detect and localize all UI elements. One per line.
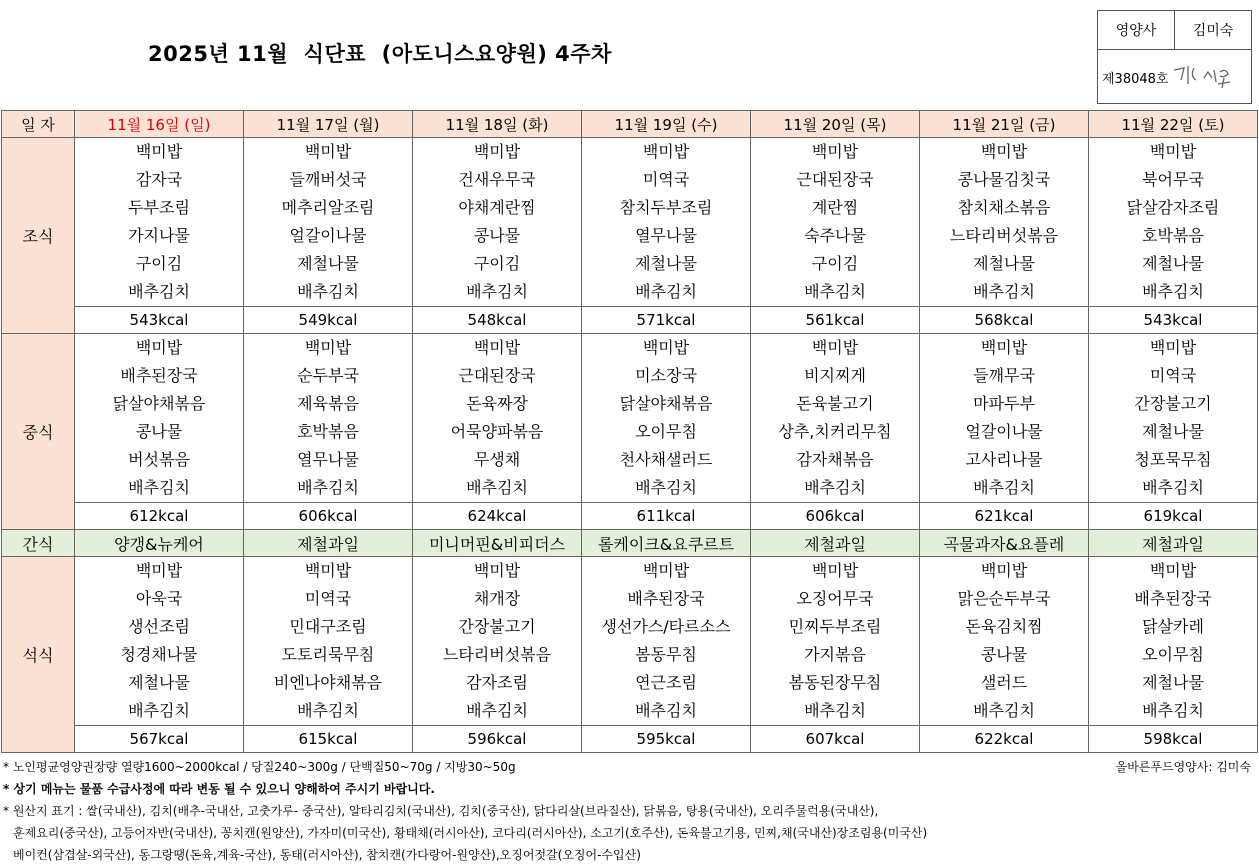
signature-box (1097, 10, 1252, 104)
notes (3, 756, 1255, 866)
menu-item: 돈육김치찜 (965, 617, 1043, 636)
breakfast-menu-cell (75, 138, 244, 307)
lunch-menu-cell (1089, 334, 1258, 503)
menu-item: 백미밥 (811, 338, 859, 357)
menu-item: 계란찜 (811, 198, 859, 217)
menu-item: 아욱국 (135, 589, 183, 608)
kcal-value: 598kcal (1089, 726, 1258, 753)
lunch-menu-cell (244, 334, 413, 503)
menu-item: 비엔나야채볶음 (273, 673, 383, 692)
menu-item: 백미밥 (1149, 561, 1197, 580)
menu-item: 제철나물 (297, 254, 359, 273)
menu-item: 백미밥 (1149, 142, 1197, 161)
kcal-value: 622kcal (920, 726, 1089, 753)
menu-item: 백미밥 (304, 338, 352, 357)
license-number: 제38048호 (1102, 71, 1169, 87)
menu-item: 도토리묵무침 (281, 645, 375, 664)
menu-item: 제철나물 (1142, 254, 1204, 273)
meal-label-snack: 간식 (2, 530, 75, 557)
lunch-menu-cell (582, 334, 751, 503)
menu-item: 배추김치 (973, 478, 1035, 497)
menu-item: 배추된장국 (120, 366, 198, 385)
menu-item: 숙주나물 (804, 226, 866, 245)
menu-item: 백미밥 (135, 561, 183, 580)
menu-item: 호박볶음 (297, 422, 359, 441)
snack-item: 양갱&뉴케어 (75, 530, 244, 557)
breakfast-menu-cell (920, 138, 1089, 307)
menu-item: 구이김 (811, 254, 859, 273)
menu-item: 순두부국 (297, 366, 359, 385)
menu-item: 제철나물 (973, 254, 1035, 273)
menu-item: 연근조림 (635, 673, 697, 692)
menu-item: 제철나물 (635, 254, 697, 273)
menu-item: 백미밥 (1149, 338, 1197, 357)
menu-item: 배추김치 (804, 282, 866, 301)
menu-item: 배추김치 (1142, 701, 1204, 720)
kcal-value: 621kcal (920, 503, 1089, 530)
kcal-value: 567kcal (75, 726, 244, 753)
menu-item: 생선조림 (128, 617, 190, 636)
menu-item: 닭살카레 (1142, 617, 1204, 636)
menu-item: 참치두부조림 (619, 198, 713, 217)
menu-item: 북어무국 (1142, 170, 1204, 189)
menu-item: 미역국 (642, 170, 690, 189)
kcal-value: 606kcal (244, 503, 413, 530)
day-header: 11월 21일 (금) (920, 111, 1089, 138)
menu-item: 배추김치 (635, 478, 697, 497)
menu-item: 미역국 (304, 589, 352, 608)
menu-item: 배추김치 (804, 701, 866, 720)
kcal-value: 619kcal (1089, 503, 1258, 530)
handwritten-signature (1170, 60, 1236, 94)
menu-item: 민찌두부조림 (788, 617, 882, 636)
kcal-value: 543kcal (1089, 307, 1258, 334)
menu-item: 배추김치 (297, 478, 359, 497)
menu-item: 닭살감자조림 (1126, 198, 1220, 217)
meal-label-dinner: 석식 (2, 557, 75, 753)
dinner-menu-row (2, 557, 1258, 726)
menu-item: 콩나물 (980, 645, 1028, 664)
kcal-value: 549kcal (244, 307, 413, 334)
day-header: 11월 16일 (일) (75, 111, 244, 138)
snack-item: 제철과일 (1089, 530, 1258, 557)
menu-item: 고사리나물 (965, 450, 1043, 469)
menu-item: 들깨버섯국 (289, 170, 367, 189)
menu-item: 오이무침 (1142, 645, 1204, 664)
breakfast-menu-cell (582, 138, 751, 307)
menu-item: 구이김 (135, 254, 183, 273)
dietitian-credit: 올바른푸드영양사: 김미숙 (1115, 760, 1251, 774)
menu-item: 백미밥 (980, 142, 1028, 161)
menu-item: 감자채볶음 (796, 450, 874, 469)
menu-item: 채개장 (473, 589, 521, 608)
menu-item: 백미밥 (642, 142, 690, 161)
menu-item: 제육볶음 (297, 394, 359, 413)
menu-item: 근대된장국 (458, 366, 536, 385)
menu-item: 미소장국 (635, 366, 697, 385)
menu-item: 감자국 (135, 170, 183, 189)
lunch-menu-cell (75, 334, 244, 503)
menu-item: 백미밥 (642, 561, 690, 580)
menu-item: 가지나물 (128, 226, 190, 245)
menu-item: 상추,치커리무침 (778, 422, 892, 441)
menu-item: 감자조림 (466, 673, 528, 692)
kcal-value: 607kcal (751, 726, 920, 753)
menu-item: 열무나물 (297, 450, 359, 469)
menu-item: 청포묵무침 (1134, 450, 1212, 469)
breakfast-menu-cell (751, 138, 920, 307)
lunch-menu-row (2, 334, 1258, 503)
menu-item: 백미밥 (473, 338, 521, 357)
menu-item: 제철나물 (1142, 422, 1204, 441)
menu-item: 무생채 (473, 450, 521, 469)
menu-item: 들깨무국 (973, 366, 1035, 385)
menu-item: 메추리알조림 (281, 198, 375, 217)
menu-item: 구이김 (473, 254, 521, 273)
menu-item: 배추김치 (804, 478, 866, 497)
menu-item: 근대된장국 (796, 170, 874, 189)
breakfast-menu-row (2, 138, 1258, 307)
menu-item: 천사채샐러드 (619, 450, 713, 469)
day-header: 11월 20일 (목) (751, 111, 920, 138)
menu-item: 두부조림 (128, 198, 190, 217)
menu-item: 간장불고기 (458, 617, 536, 636)
menu-item: 얼갈이나물 (965, 422, 1043, 441)
menu-item: 배추김치 (128, 701, 190, 720)
menu-item: 배추된장국 (1134, 589, 1212, 608)
snack-item: 롤케이크&요쿠르트 (582, 530, 751, 557)
menu-item: 배추김치 (128, 478, 190, 497)
menu-item: 미역국 (1149, 366, 1197, 385)
page-title: 2025년 11월 식단표 (아도니스요양원) 4주차 (148, 42, 612, 66)
lunch-kcal-row (2, 503, 1258, 530)
menu-item: 건새우무국 (458, 170, 536, 189)
lunch-menu-cell (413, 334, 582, 503)
meal-label-breakfast: 조식 (2, 138, 75, 334)
menu-item: 콩나물 (135, 422, 183, 441)
menu-item: 생선가스/타르소스 (601, 617, 731, 636)
snack-item: 제철과일 (244, 530, 413, 557)
snack-item: 곡물과자&요플레 (920, 530, 1089, 557)
menu-item: 닭살야채볶음 (112, 394, 206, 413)
menu-item: 백미밥 (135, 142, 183, 161)
menu-item: 느타리버섯볶음 (949, 226, 1059, 245)
menu-item: 돈육불고기 (796, 394, 874, 413)
menu-item: 닭살야채볶음 (619, 394, 713, 413)
menu-item: 느타리버섯볶음 (442, 645, 552, 664)
kcal-value: 595kcal (582, 726, 751, 753)
date-header-label: 일 자 (2, 111, 75, 138)
kcal-value: 612kcal (75, 503, 244, 530)
menu-item: 마파두부 (973, 394, 1035, 413)
day-header: 11월 22일 (토) (1089, 111, 1258, 138)
day-header: 11월 17일 (월) (244, 111, 413, 138)
dinner-menu-cell (413, 557, 582, 726)
menu-table (1, 110, 1258, 753)
menu-item: 백미밥 (980, 338, 1028, 357)
dinner-kcal-row (2, 726, 1258, 753)
kcal-value: 543kcal (75, 307, 244, 334)
menu-item: 배추김치 (973, 701, 1035, 720)
menu-item: 버섯볶음 (128, 450, 190, 469)
signature-role: 영양사 (1098, 11, 1175, 49)
menu-item: 간장불고기 (1134, 394, 1212, 413)
menu-item: 백미밥 (304, 142, 352, 161)
menu-item: 열무나물 (635, 226, 697, 245)
date-header-row (2, 111, 1258, 138)
menu-item: 콩나물 (473, 226, 521, 245)
menu-item: 배추김치 (466, 478, 528, 497)
snack-item: 미니머핀&비피더스 (413, 530, 582, 557)
menu-item: 어묵양파볶음 (450, 422, 544, 441)
menu-item: 민대구조림 (289, 617, 367, 636)
menu-item: 백미밥 (811, 561, 859, 580)
menu-item: 배추김치 (1142, 478, 1204, 497)
menu-item: 배추김치 (466, 282, 528, 301)
menu-item: 돈육짜장 (466, 394, 528, 413)
menu-item: 백미밥 (473, 142, 521, 161)
menu-item: 배추김치 (466, 701, 528, 720)
snack-item: 제철과일 (751, 530, 920, 557)
breakfast-menu-cell (1089, 138, 1258, 307)
menu-item: 샐러드 (980, 673, 1028, 692)
signature-name: 김미숙 (1192, 23, 1234, 39)
menu-item: 배추김치 (297, 282, 359, 301)
menu-item: 배추김치 (635, 701, 697, 720)
lunch-menu-cell (920, 334, 1089, 503)
menu-item: 가지볶음 (804, 645, 866, 664)
breakfast-menu-cell (413, 138, 582, 307)
menu-item: 봄동무침 (635, 645, 697, 664)
menu-item: 백미밥 (304, 561, 352, 580)
kcal-value: 548kcal (413, 307, 582, 334)
lunch-menu-cell (751, 334, 920, 503)
kcal-value: 561kcal (751, 307, 920, 334)
menu-item: 호박볶음 (1142, 226, 1204, 245)
menu-item: 맑은순두부국 (957, 589, 1051, 608)
menu-item: 야채계란찜 (458, 198, 536, 217)
menu-item: 백미밥 (980, 561, 1028, 580)
menu-item: 봄동된장무침 (788, 673, 882, 692)
menu-item: 백미밥 (473, 561, 521, 580)
day-header: 11월 18일 (화) (413, 111, 582, 138)
menu-item: 청경채나물 (120, 645, 198, 664)
kcal-value: 568kcal (920, 307, 1089, 334)
meal-label-lunch: 중식 (2, 334, 75, 530)
dinner-menu-cell (751, 557, 920, 726)
nutrition-note: * 노인평균영양권장량 열량1600~2000kcal / 당질240~300g / 단백질50~70g / 지방30~50g (3, 760, 516, 774)
menu-item: 백미밥 (811, 142, 859, 161)
menu-item: 배추된장국 (627, 589, 705, 608)
dinner-menu-cell (920, 557, 1089, 726)
dinner-menu-cell (244, 557, 413, 726)
day-header: 11월 19일 (수) (582, 111, 751, 138)
dinner-menu-cell (582, 557, 751, 726)
snack-row (2, 530, 1258, 557)
kcal-value: 611kcal (582, 503, 751, 530)
menu-item: 제철나물 (1142, 673, 1204, 692)
menu-item: 제철나물 (128, 673, 190, 692)
dinner-menu-cell (75, 557, 244, 726)
kcal-value: 571kcal (582, 307, 751, 334)
menu-item: 백미밥 (642, 338, 690, 357)
menu-item: 배추김치 (297, 701, 359, 720)
menu-item: 참치채소볶음 (957, 198, 1051, 217)
kcal-value: 606kcal (751, 503, 920, 530)
kcal-value: 624kcal (413, 503, 582, 530)
change-notice: * 상기 메뉴는 물품 수급사정에 따라 변동 될 수 있으니 양해하여 주시기 바랍니다. (3, 782, 435, 796)
menu-item: 배추김치 (635, 282, 697, 301)
breakfast-menu-cell (244, 138, 413, 307)
menu-item: 백미밥 (135, 338, 183, 357)
menu-item: 얼갈이나물 (289, 226, 367, 245)
menu-item: 배추김치 (1142, 282, 1204, 301)
kcal-value: 615kcal (244, 726, 413, 753)
breakfast-kcal-row (2, 307, 1258, 334)
menu-item: 콩나물김칫국 (957, 170, 1051, 189)
menu-item: 오이무침 (635, 422, 697, 441)
kcal-value: 596kcal (413, 726, 582, 753)
menu-item: 비지찌게 (804, 366, 866, 385)
origin-note-2: 훈제요리(중국산), 고등어자반(국내산), 꽁치캔(원양산), 가자미(미국산), 황태채(러시아산), 코다리(러시아산), 소고기(호주산), 돈육불고기용, 민찌,채(국내산)장조림용(미국산) (13, 826, 928, 840)
menu-item: 오징어무국 (796, 589, 874, 608)
origin-note-3: 베이컨(삼겹살-외국산), 동그랑땡(돈육,계육-국산), 동태(러시아산), 참치캔(가다랑어-원양산),오징어젓갈(오징어-수입산) (13, 848, 641, 862)
dinner-menu-cell (1089, 557, 1258, 726)
menu-item: 배추김치 (973, 282, 1035, 301)
menu-item: 배추김치 (128, 282, 190, 301)
origin-note-1: * 원산지 표기 : 쌀(국내산), 김치(배추-국내산, 고춧가루- 중국산), 알타리김치(국내산), 김치(중국산), 닭다리살(브라질산), 닭볶음, 탕용(국내산), 오리주물럭용(국내산), (3, 804, 879, 818)
